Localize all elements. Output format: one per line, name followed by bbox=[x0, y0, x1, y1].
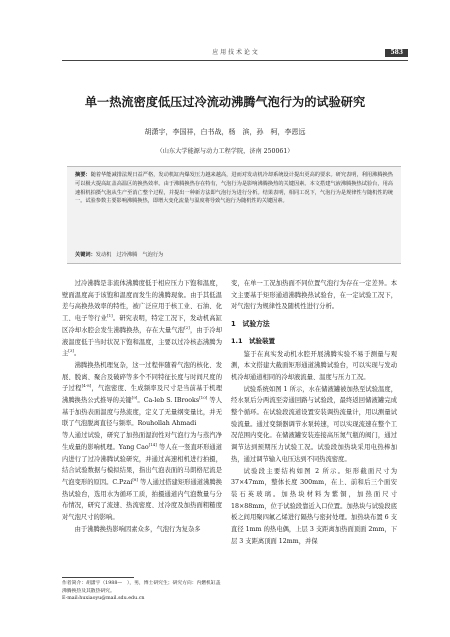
citation: [10] bbox=[199, 394, 208, 400]
citation: [8] bbox=[132, 476, 139, 482]
paragraph: 试验系统如图 1 所示，水在储液罐被加热至试验温度，经水泵后分两流至旁通回路与试验段，最终返回储液罐完成整个循环。在试验段流道设置安装调热流量计，用以测量试验流量。通过变频器调节水泵转速，可以实现流速在整个工况范围内变化。在储液罐安装连接高压氮气瓶的阀门，通过调节达到预期压力试验工况。试验段加热块采用电热棒加热，通过调节输入电压达到不同热流密度。 bbox=[231, 385, 397, 463]
paragraph: 鉴于在真实发动机水腔开展沸腾实验不易于测量与观测，本文搭建大截面矩形通道沸腾试验台，可以实现与发动机冷却通道相同的冷却液流量、温度与压力工况。 bbox=[231, 350, 397, 381]
paragraph-text: 。Ca-leb S. IBrooks bbox=[137, 397, 200, 405]
paragraph-text: 等人在一竖直环形通道内进行了过冷沸腾试验研究，并通过高速相机进行拍摄，结合试验数据与模拟结果，指出气泡表面的马朗格尼流是气泡变形的原因。C.Pzai bbox=[62, 443, 222, 486]
left-column bbox=[62, 278, 222, 535]
footnote-line: 作者简介：胡潇宇（1988— ），男，博士研究生；研究方向：内燃机缸盖沸腾换热及其散热研究。 bbox=[62, 581, 221, 594]
paragraph: 试验段主要结构如图 2 所示。矩形截面尺寸为 37×47mm，整体长度 300mm，在上、前和后三个面安装石英玻璃。加热块材料为紫铜，加热面尺寸 18×88mm，位于试验段靠近入口位置。加热块与试验段底板之间用聚四氟乙烯进行隔热与密封处理。加热块布置 6 支直径 1mm 的热电偶，上层 3 支距离加热面顶面 2mm，下层 3 支距离顶面 12mm，并保 bbox=[231, 467, 397, 545]
paragraph-text: 等人通过试验，研究了加热面湿润性对气泡行为与蒸汽净生成量的影响机理。Yang Cao bbox=[62, 432, 222, 451]
paragraph-text: 。研究表明，特定工况下，发动机高缸区冷却水腔会发生沸腾换热，存在大量气泡 bbox=[62, 315, 223, 334]
affiliation: （山东大学能源与动力工程学院，济南 250061） bbox=[156, 148, 294, 155]
abstract-text: 随着华能减排法规日益严格，发动机缸内爆发压力越来越高，进而对发动机冷却系统设计提出更高的要求。研究表明，利用沸腾换热可以极大提高缸盖高温区的换热效率。由于沸腾换热存在特有，气泡行为是影响沸腾换热的关键因素。本文搭建气液沸腾换热试验台，用高速相机拍摄气泡从生产至消亡整个过程，并提出一种新方法即气泡行为进行分析。结果表明，相同工况下，气泡行为是规律性与随机性的统一。试验参数主要影响沸腾换热，即增大变化流量与温度将导致气泡行为随机性的关键因素。 bbox=[75, 172, 393, 205]
section-heading: 1 试验方法 bbox=[231, 320, 270, 329]
subsection-heading: 1.1 试验装置 bbox=[231, 336, 276, 345]
page-number: 583 bbox=[385, 49, 408, 57]
paragraph-text: 过冷沸腾是非流体沸腾度低于相应压力下饱和温度，壁面温度高于该饱和温度而发生的沸腾现象。由于其低温差与高换热效率的特性，被广泛应用于核工业、石油、化工、电子等行业 bbox=[62, 280, 222, 323]
paragraph bbox=[62, 360, 222, 430]
footnote-rule bbox=[62, 577, 134, 578]
journal-section-label: 应 用 技 术 论 文 bbox=[212, 49, 258, 56]
paragraph-text: ，由于冷却液温度低于当时状况下饱和温度，主要以过冷核态沸腾为主 bbox=[62, 326, 223, 358]
paragraph: 由于沸腾换热影响因素众多，气泡行为复杂多 bbox=[74, 525, 201, 533]
citation: [1] bbox=[107, 313, 113, 319]
keywords-text: 发动机 过冷沸腾 气泡行为 bbox=[95, 252, 164, 258]
paragraph: 变，在单一工况加热面不同位置气泡行为存在一定差异。本文主要基于矩形通道沸腾换热试验台，在一定试验工况下，对气泡行为规律性及随机性进行分析。 bbox=[231, 280, 397, 311]
citation: [3] bbox=[68, 348, 74, 354]
citation: [14] bbox=[148, 441, 157, 447]
paragraph-text: 等人基于加热表面温度与热流度，定义了无量纲变量比，并无联了气泡脱离直径与频率。Rouhollah Ahmadi bbox=[62, 397, 222, 428]
keywords-label: 关键词： bbox=[75, 252, 96, 258]
citation: [4-8] bbox=[81, 383, 92, 389]
citation: [2] bbox=[184, 324, 190, 330]
footnote-email: E-mail:huxiaoyu@mail.sdu.edu.cn bbox=[62, 596, 145, 601]
keywords bbox=[75, 251, 393, 259]
paragraph-text: 沸腾换热机理复杂，这一过程伴随着气泡的核化、发展、脱离、聚合及破碎等多个不同特征长度与时间尺度的子过程 bbox=[62, 361, 222, 393]
header-rule bbox=[62, 60, 408, 61]
abstract-label: 摘要： bbox=[75, 172, 91, 178]
author-footnote bbox=[62, 580, 222, 603]
citation: [9] bbox=[131, 394, 138, 400]
running-header bbox=[62, 49, 408, 61]
right-column bbox=[231, 278, 397, 547]
paragraph-text: ，气泡密度、生成频率及尺寸是当前基于机理沸腾换热公式推导的关键 bbox=[62, 385, 223, 405]
paragraph bbox=[62, 430, 222, 524]
paragraph-text: 等人通过搭建矩形通道沸腾换热试验台，选用水为循环工质，拍摄通道内气泡数量与分布情况，研究了流速、热流密度、过冷度及加热面粗糙度对气泡尺寸的影响。 bbox=[62, 478, 222, 522]
paragraph bbox=[62, 278, 222, 360]
abstract bbox=[75, 171, 393, 206]
paper-title: 单一热流密度低压过冷流动沸腾气泡行为的试验研究 bbox=[84, 95, 366, 109]
paragraph-text: 。 bbox=[73, 350, 81, 358]
author-list: 胡潇宇，李国祥，白书战，杨 滨，孙 柯，李恩远 bbox=[144, 128, 306, 136]
